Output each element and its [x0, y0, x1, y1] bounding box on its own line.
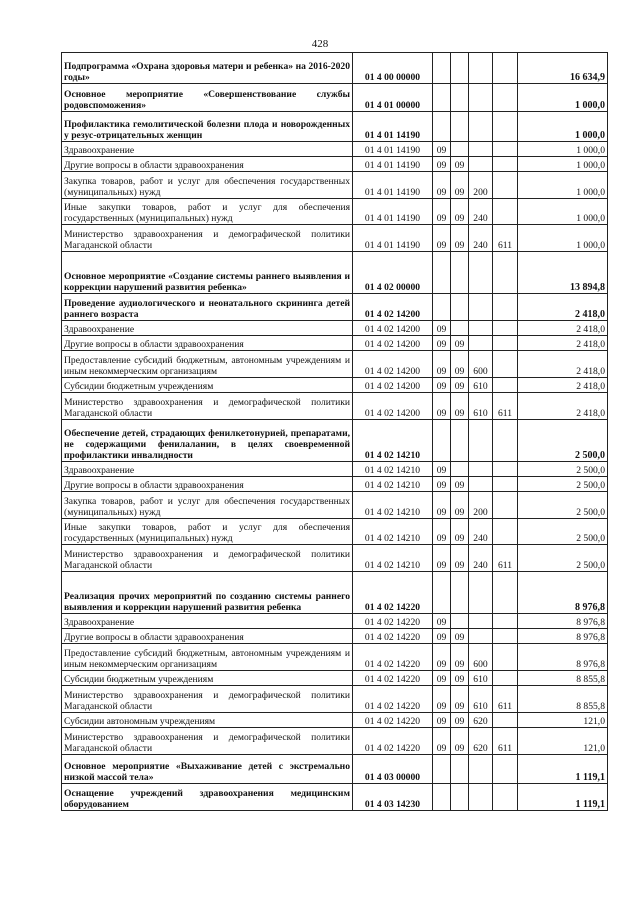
target-article-code-cell: 01 4 02 14220 [353, 614, 433, 629]
section-code-cell [433, 53, 451, 84]
target-article-code-cell: 01 4 02 14220 [353, 629, 433, 644]
expense-type-code-cell [469, 112, 493, 142]
expense-type-code-cell [469, 157, 493, 172]
amount-cell: 2 418,0 [518, 294, 608, 321]
administrator-code-cell [493, 199, 518, 225]
administrator-code-cell [493, 336, 518, 351]
table-row-program [62, 252, 608, 294]
subsection-code-cell: 09 [451, 686, 469, 713]
target-article-code-cell: 01 4 02 14210 [353, 462, 433, 477]
amount-cell: 2 500,0 [518, 477, 608, 492]
amount-cell: 1 000,0 [518, 225, 608, 252]
item-name-cell: Другие вопросы в области здравоохранения [62, 336, 353, 351]
target-article-code-cell: 01 4 02 14200 [353, 393, 433, 420]
target-article-code-cell: 01 4 01 14190 [353, 199, 433, 225]
subsection-code-cell [451, 420, 469, 462]
expense-type-code-cell: 610 [469, 686, 493, 713]
table-row [62, 728, 608, 755]
administrator-code-cell [493, 378, 518, 393]
amount-cell: 1 000,0 [518, 142, 608, 157]
item-name-cell: Профилактика гемолитической болезни плода и новорожденных у резус-отрицательных женщин [62, 112, 353, 142]
section-code-cell [433, 784, 451, 811]
table-row [62, 671, 608, 686]
expense-type-code-cell [469, 142, 493, 157]
amount-cell: 13 894,8 [518, 252, 608, 294]
subsection-code-cell [451, 614, 469, 629]
item-name-cell: Здравоохранение [62, 462, 353, 477]
table-row [62, 614, 608, 629]
subsection-code-cell: 09 [451, 629, 469, 644]
table-row [62, 157, 608, 172]
table-row [62, 378, 608, 393]
table-row [62, 321, 608, 336]
table-row [62, 713, 608, 728]
expense-type-code-cell: 610 [469, 393, 493, 420]
target-article-code-cell: 01 4 02 14220 [353, 671, 433, 686]
amount-cell: 2 418,0 [518, 378, 608, 393]
target-article-code-cell: 01 4 03 14230 [353, 784, 433, 811]
amount-cell: 1 119,1 [518, 784, 608, 811]
administrator-code-cell [493, 614, 518, 629]
section-code-cell [433, 294, 451, 321]
table-row [62, 686, 608, 713]
administrator-code-cell [493, 142, 518, 157]
section-code-cell: 09 [433, 157, 451, 172]
target-article-code-cell: 01 4 02 14220 [353, 644, 433, 671]
section-code-cell [433, 112, 451, 142]
target-article-code-cell: 01 4 01 14190 [353, 157, 433, 172]
subsection-code-cell [451, 142, 469, 157]
expense-type-code-cell: 610 [469, 671, 493, 686]
expense-type-code-cell [469, 336, 493, 351]
amount-cell: 8 976,8 [518, 572, 608, 614]
section-code-cell: 09 [433, 378, 451, 393]
subsection-code-cell: 09 [451, 713, 469, 728]
item-name-cell: Другие вопросы в области здравоохранения [62, 629, 353, 644]
item-name-cell: Министерство здравоохранения и демографической политики Магаданской области [62, 545, 353, 572]
administrator-code-cell [493, 294, 518, 321]
administrator-code-cell [493, 321, 518, 336]
table-row-program [62, 84, 608, 112]
administrator-code-cell [493, 644, 518, 671]
amount-cell: 8 855,8 [518, 686, 608, 713]
expense-type-code-cell [469, 629, 493, 644]
table-row [62, 172, 608, 199]
item-name-cell: Предоставление субсидий бюджетным, автономным учреждениям и иным некоммерческим организациям [62, 644, 353, 671]
item-name-cell: Другие вопросы в области здравоохранения [62, 477, 353, 492]
administrator-code-cell: 611 [493, 393, 518, 420]
table-row [62, 199, 608, 225]
amount-cell: 2 418,0 [518, 351, 608, 378]
amount-cell: 121,0 [518, 728, 608, 755]
subsection-code-cell: 09 [451, 172, 469, 199]
amount-cell: 16 634,9 [518, 53, 608, 84]
subsection-code-cell: 09 [451, 199, 469, 225]
item-name-cell: Субсидии бюджетным учреждениям [62, 671, 353, 686]
amount-cell: 1 119,1 [518, 755, 608, 784]
target-article-code-cell: 01 4 01 00000 [353, 84, 433, 112]
administrator-code-cell: 611 [493, 686, 518, 713]
expense-type-code-cell [469, 84, 493, 112]
section-code-cell [433, 420, 451, 462]
item-name-cell: Основное мероприятие «Создание системы раннего выявления и коррекции нарушений развития ребенка» [62, 252, 353, 294]
amount-cell: 1 000,0 [518, 172, 608, 199]
administrator-code-cell [493, 477, 518, 492]
section-code-cell: 09 [433, 614, 451, 629]
subsection-code-cell [451, 321, 469, 336]
item-name-cell: Здравоохранение [62, 142, 353, 157]
expense-type-code-cell: 240 [469, 519, 493, 545]
target-article-code-cell: 01 4 02 14220 [353, 713, 433, 728]
expense-type-code-cell: 600 [469, 351, 493, 378]
amount-cell: 2 500,0 [518, 462, 608, 477]
item-name-cell: Министерство здравоохранения и демографической политики Магаданской области [62, 225, 353, 252]
amount-cell: 2 500,0 [518, 519, 608, 545]
section-code-cell: 09 [433, 728, 451, 755]
item-name-cell: Оснащение учреждений здравоохранения медицинским оборудованием [62, 784, 353, 811]
item-name-cell: Здравоохранение [62, 614, 353, 629]
page-number: 428 [311, 38, 329, 50]
administrator-code-cell [493, 784, 518, 811]
section-code-cell: 09 [433, 713, 451, 728]
section-code-cell: 09 [433, 393, 451, 420]
target-article-code-cell: 01 4 02 14220 [353, 686, 433, 713]
subsection-code-cell: 09 [451, 671, 469, 686]
item-name-cell: Закупка товаров, работ и услуг для обеспечения государственных (муниципальных) нужд [62, 172, 353, 199]
target-article-code-cell: 01 4 02 14200 [353, 294, 433, 321]
target-article-code-cell: 01 4 02 14200 [353, 336, 433, 351]
expense-type-code-cell: 610 [469, 378, 493, 393]
expense-type-code-cell [469, 420, 493, 462]
target-article-code-cell: 01 4 02 14210 [353, 545, 433, 572]
section-code-cell: 09 [433, 671, 451, 686]
item-name-cell: Субсидии бюджетным учреждениям [62, 378, 353, 393]
target-article-code-cell: 01 4 02 14210 [353, 492, 433, 519]
table-row-program [62, 572, 608, 614]
subsection-code-cell: 09 [451, 519, 469, 545]
expense-type-code-cell: 200 [469, 172, 493, 199]
table-row-program [62, 784, 608, 811]
subsection-code-cell: 09 [451, 393, 469, 420]
table-row-program [62, 420, 608, 462]
item-name-cell: Предоставление субсидий бюджетным, автономным учреждениям и иным некоммерческим организациям [62, 351, 353, 378]
item-name-cell: Иные закупки товаров, работ и услуг для обеспечения государственных (муниципальных) нужд [62, 199, 353, 225]
section-code-cell: 09 [433, 172, 451, 199]
table-row [62, 225, 608, 252]
target-article-code-cell: 01 4 02 14210 [353, 477, 433, 492]
administrator-code-cell [493, 671, 518, 686]
expense-type-code-cell [469, 784, 493, 811]
item-name-cell: Проведение аудиологического и неонатального скрининга детей раннего возраста [62, 294, 353, 321]
expense-type-code-cell: 240 [469, 199, 493, 225]
subsection-code-cell [451, 462, 469, 477]
subsection-code-cell [451, 252, 469, 294]
target-article-code-cell: 01 4 02 14200 [353, 351, 433, 378]
administrator-code-cell [493, 755, 518, 784]
amount-cell: 1 000,0 [518, 199, 608, 225]
amount-cell: 2 418,0 [518, 393, 608, 420]
amount-cell: 2 418,0 [518, 321, 608, 336]
section-code-cell: 09 [433, 477, 451, 492]
subsection-code-cell: 09 [451, 225, 469, 252]
section-code-cell: 09 [433, 142, 451, 157]
expense-type-code-cell: 200 [469, 492, 493, 519]
section-code-cell [433, 755, 451, 784]
target-article-code-cell: 01 4 01 14190 [353, 225, 433, 252]
table-row [62, 351, 608, 378]
table-row-program [62, 294, 608, 321]
expense-type-code-cell: 620 [469, 728, 493, 755]
table-row [62, 462, 608, 477]
administrator-code-cell [493, 351, 518, 378]
section-code-cell: 09 [433, 336, 451, 351]
administrator-code-cell: 611 [493, 225, 518, 252]
administrator-code-cell [493, 629, 518, 644]
section-code-cell: 09 [433, 462, 451, 477]
expense-type-code-cell [469, 477, 493, 492]
amount-cell: 121,0 [518, 713, 608, 728]
target-article-code-cell: 01 4 02 14220 [353, 728, 433, 755]
section-code-cell [433, 252, 451, 294]
item-name-cell: Министерство здравоохранения и демографической политики Магаданской области [62, 686, 353, 713]
subsection-code-cell [451, 784, 469, 811]
budget-table [61, 52, 608, 811]
item-name-cell: Здравоохранение [62, 321, 353, 336]
subsection-code-cell [451, 84, 469, 112]
item-name-cell: Реализация прочих мероприятий по созданию системы раннего выявления и коррекции нарушений развития ребенка [62, 572, 353, 614]
target-article-code-cell: 01 4 01 14190 [353, 142, 433, 157]
table-row [62, 142, 608, 157]
table-row [62, 545, 608, 572]
table-row [62, 644, 608, 671]
expense-type-code-cell [469, 572, 493, 614]
subsection-code-cell: 09 [451, 492, 469, 519]
administrator-code-cell: 611 [493, 545, 518, 572]
item-name-cell: Подпрограмма «Охрана здоровья матери и ребенка» на 2016-2020 годы» [62, 53, 353, 84]
item-name-cell: Основное мероприятие «Выхаживание детей с экстремально низкой массой тела» [62, 755, 353, 784]
expense-type-code-cell [469, 755, 493, 784]
administrator-code-cell [493, 492, 518, 519]
section-code-cell: 09 [433, 492, 451, 519]
administrator-code-cell [493, 252, 518, 294]
amount-cell: 1 000,0 [518, 157, 608, 172]
administrator-code-cell [493, 572, 518, 614]
amount-cell: 1 000,0 [518, 112, 608, 142]
amount-cell: 8 855,8 [518, 671, 608, 686]
target-article-code-cell: 01 4 01 14190 [353, 112, 433, 142]
section-code-cell: 09 [433, 686, 451, 713]
target-article-code-cell: 01 4 02 14210 [353, 519, 433, 545]
section-code-cell: 09 [433, 545, 451, 572]
section-code-cell: 09 [433, 519, 451, 545]
table-row [62, 629, 608, 644]
table-row [62, 336, 608, 351]
expense-type-code-cell [469, 53, 493, 84]
item-name-cell: Министерство здравоохранения и демографической политики Магаданской области [62, 393, 353, 420]
subsection-code-cell: 09 [451, 351, 469, 378]
expense-type-code-cell [469, 294, 493, 321]
target-article-code-cell: 01 4 01 14190 [353, 172, 433, 199]
subsection-code-cell [451, 112, 469, 142]
section-code-cell: 09 [433, 644, 451, 671]
administrator-code-cell [493, 519, 518, 545]
expense-type-code-cell: 600 [469, 644, 493, 671]
amount-cell: 8 976,8 [518, 614, 608, 629]
section-code-cell [433, 84, 451, 112]
section-code-cell: 09 [433, 321, 451, 336]
section-code-cell: 09 [433, 225, 451, 252]
administrator-code-cell [493, 84, 518, 112]
subsection-code-cell: 09 [451, 545, 469, 572]
expense-type-code-cell [469, 252, 493, 294]
item-name-cell: Иные закупки товаров, работ и услуг для обеспечения государственных (муниципальных) нужд [62, 519, 353, 545]
section-code-cell: 09 [433, 199, 451, 225]
administrator-code-cell [493, 420, 518, 462]
amount-cell: 2 418,0 [518, 336, 608, 351]
item-name-cell: Субсидии автономным учреждениям [62, 713, 353, 728]
administrator-code-cell [493, 53, 518, 84]
subsection-code-cell [451, 572, 469, 614]
subsection-code-cell: 09 [451, 477, 469, 492]
section-code-cell: 09 [433, 629, 451, 644]
section-code-cell: 09 [433, 351, 451, 378]
subsection-code-cell: 09 [451, 644, 469, 671]
expense-type-code-cell [469, 462, 493, 477]
item-name-cell: Основное мероприятие «Совершенствование службы родовспоможения» [62, 84, 353, 112]
subsection-code-cell: 09 [451, 336, 469, 351]
table-row [62, 492, 608, 519]
target-article-code-cell: 01 4 02 14200 [353, 378, 433, 393]
item-name-cell: Министерство здравоохранения и демографической политики Магаданской области [62, 728, 353, 755]
table-row-program [62, 755, 608, 784]
administrator-code-cell [493, 462, 518, 477]
amount-cell: 8 976,8 [518, 629, 608, 644]
expense-type-code-cell: 620 [469, 713, 493, 728]
target-article-code-cell: 01 4 00 00000 [353, 53, 433, 84]
amount-cell: 2 500,0 [518, 420, 608, 462]
table-row-program [62, 112, 608, 142]
target-article-code-cell: 01 4 02 14200 [353, 321, 433, 336]
target-article-code-cell: 01 4 02 00000 [353, 252, 433, 294]
target-article-code-cell: 01 4 02 14210 [353, 420, 433, 462]
table-row-program [62, 53, 608, 84]
expense-type-code-cell: 240 [469, 225, 493, 252]
administrator-code-cell [493, 713, 518, 728]
table-row [62, 393, 608, 420]
amount-cell: 8 976,8 [518, 644, 608, 671]
administrator-code-cell [493, 157, 518, 172]
amount-cell: 1 000,0 [518, 84, 608, 112]
expense-type-code-cell: 240 [469, 545, 493, 572]
subsection-code-cell: 09 [451, 157, 469, 172]
subsection-code-cell [451, 53, 469, 84]
item-name-cell: Другие вопросы в области здравоохранения [62, 157, 353, 172]
administrator-code-cell: 611 [493, 728, 518, 755]
section-code-cell [433, 572, 451, 614]
expense-type-code-cell [469, 321, 493, 336]
subsection-code-cell: 09 [451, 378, 469, 393]
table-row [62, 519, 608, 545]
administrator-code-cell [493, 172, 518, 199]
amount-cell: 2 500,0 [518, 545, 608, 572]
subsection-code-cell [451, 294, 469, 321]
amount-cell: 2 500,0 [518, 492, 608, 519]
table-row [62, 477, 608, 492]
target-article-code-cell: 01 4 02 14220 [353, 572, 433, 614]
item-name-cell: Обеспечение детей, страдающих фенилкетонурией, препаратами, не содержащими фенилаланин, в целях своевременной профилактики инвалидности [62, 420, 353, 462]
administrator-code-cell [493, 112, 518, 142]
budget-table-body [62, 53, 608, 811]
subsection-code-cell [451, 755, 469, 784]
expense-type-code-cell [469, 614, 493, 629]
subsection-code-cell: 09 [451, 728, 469, 755]
item-name-cell: Закупка товаров, работ и услуг для обеспечения государственных (муниципальных) нужд [62, 492, 353, 519]
target-article-code-cell: 01 4 03 00000 [353, 755, 433, 784]
